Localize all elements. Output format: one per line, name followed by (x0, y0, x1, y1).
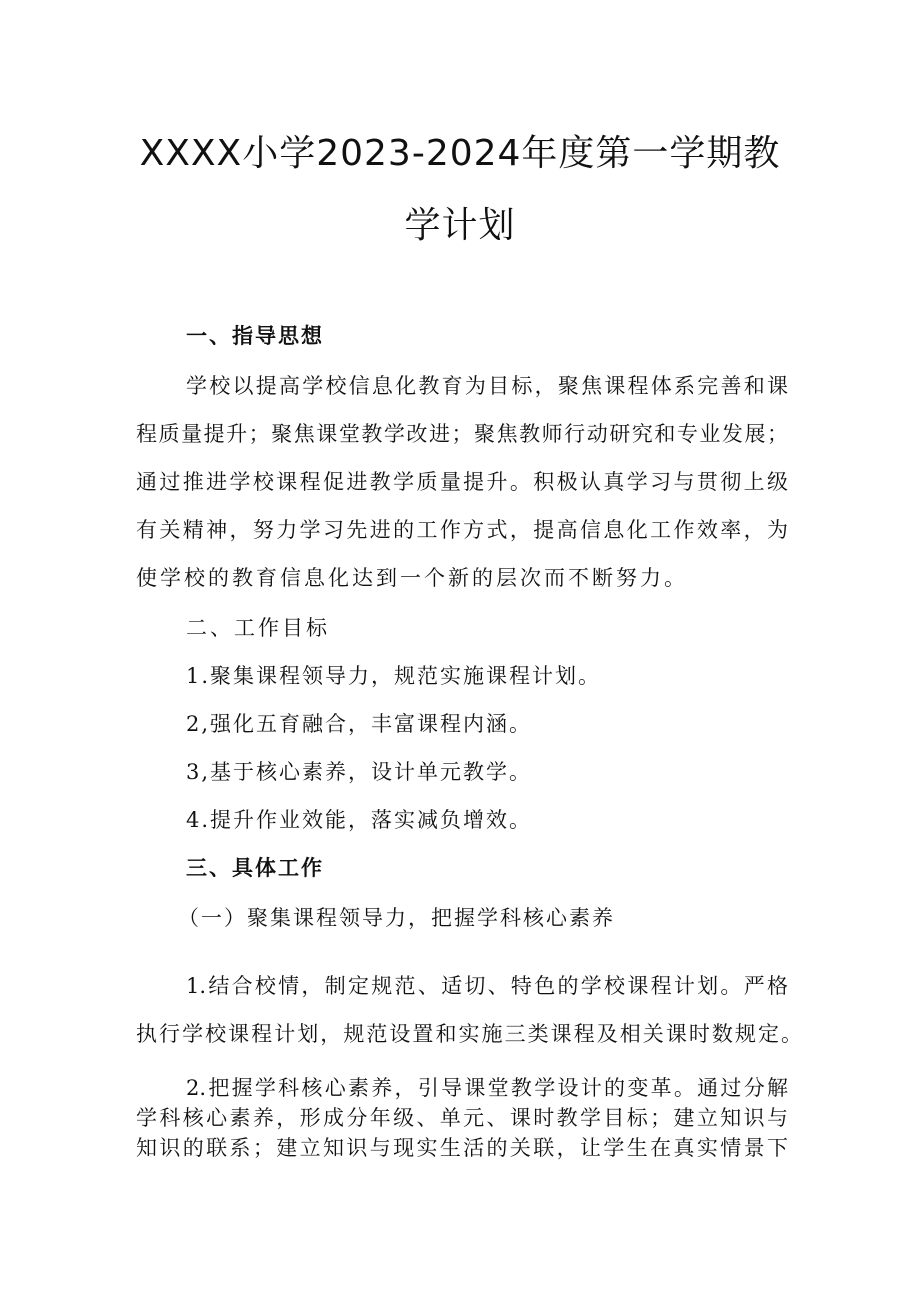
paragraph-line: 1.结合校情，制定规范、适切、特色的学校课程计划。严格 (186, 974, 788, 998)
paragraph-line: 使学校的教育信息化达到一个新的层次而不断努力。 (136, 566, 688, 590)
paragraph-line: 有关精神，努力学习先进的工作方式，提高信息化工作效率，为 (136, 518, 788, 542)
paragraph-line: 通过推进学校课程促进教学质量提升。积极认真学习与贯彻上级 (136, 470, 788, 494)
paragraph-line: 执行学校课程计划，规范设置和实施三类课程及相关课时数规定。 (136, 1022, 802, 1046)
paragraph-line: 程质量提升；聚焦课堂教学改进；聚焦教师行动研究和专业发展； (136, 422, 788, 446)
goal-item: 3,基于核心素养，设计单元教学。 (186, 760, 533, 784)
paragraph-line: 知识的联系；建立知识与现实生活的关联，让学生在真实情景下 (136, 1136, 788, 1160)
section-heading-guiding-thought: 一、指导思想 (186, 324, 324, 348)
document-title-line-1: XXXX小学2023-2024年度第一学期教 (139, 133, 781, 174)
goal-item: 2,强化五育融合，丰富课程内涵。 (186, 712, 533, 736)
goal-item: 4.提升作业效能，落实减负增效。 (186, 808, 533, 832)
subsection-heading: （一）聚集课程领导力，把握学科核心素养 (178, 906, 615, 930)
paragraph-line: 2.把握学科核心素养，引导课堂教学设计的变革。通过分解 (186, 1076, 788, 1100)
section-heading-specific-work: 三、具体工作 (186, 856, 324, 880)
document-title-line-2: 学计划 (404, 205, 516, 246)
section-heading-work-goals: 二、工作目标 (186, 616, 330, 640)
goal-item: 1.聚集课程领导力，规范实施课程计划。 (186, 664, 602, 688)
paragraph-line: 学校以提高学校信息化教育为目标，聚焦课程体系完善和课 (186, 374, 788, 398)
paragraph-line: 学科核心素养，形成分年级、单元、课时教学目标；建立知识与 (136, 1106, 788, 1130)
